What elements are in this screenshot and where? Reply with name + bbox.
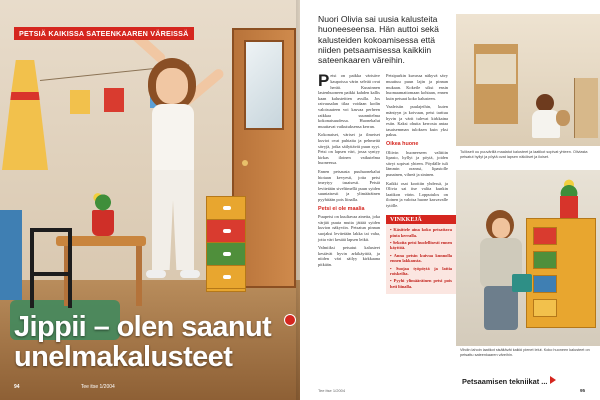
red-dot-badge [284, 314, 296, 326]
right-page-number: 95 [580, 388, 586, 393]
hanging-flag [70, 90, 90, 114]
photo-caption: Tulikselt ou puuvärillä maalatut kalusteet ja laatikot sopivat yhteen. Oliviasta petsatut hyllyt ja pöytä ovat lapsen näköiset ja iloiset. [460, 150, 588, 159]
article-headline [14, 312, 296, 372]
body-paragraph: Valmiiksi petsatut kalusteet kestävät hyvin arkikäyttöä, ja niiden väri säilyy kirkkaana pitkään. [318, 245, 380, 267]
flower-pot [560, 196, 578, 218]
tip-item: • Sekoita petsi huolellisesti ennen käyttöä. [390, 240, 452, 251]
black-chair [30, 228, 72, 308]
drawer [533, 227, 557, 245]
body-column-2 [386, 73, 452, 294]
tip-item: • Suojaa työpöytä ja lattia roiskeilta. [390, 266, 452, 277]
continued-link[interactable]: Petsaamisen tekniikat ... [462, 376, 556, 386]
drawer-chest [574, 78, 598, 138]
text-footer: Tee itse 1/2004 [318, 388, 346, 393]
girl-at-drawers [470, 210, 530, 330]
tips-box [386, 215, 456, 295]
flower-pot [92, 210, 114, 236]
article-lead: Nuori Olivia sai uusia kalusteita huoneeseensa. Hän auttoi sekä kalusteiden kokoamisessa että niiden petsaamisessa kaikkiin sateenkaaren väreihin. [318, 14, 439, 66]
girl-shoe [146, 270, 166, 278]
tips-list [386, 224, 456, 294]
left-folio [14, 384, 115, 390]
subheading: Petsi ei ole maalia [318, 205, 365, 212]
page-number: 94 [14, 384, 20, 390]
drawer [533, 251, 557, 269]
tip-item: • Anna petsin kuivua kunnolla ennen lakkausta. [390, 253, 452, 264]
right-photo-column [456, 0, 600, 400]
flower-plant [90, 188, 116, 212]
drawer [533, 275, 557, 293]
body-paragraph: Vaaleisiin puulajeihin, kuten mäntyyn ja koivuun, petsi tarttuu hyvin ja värit tulevat kirkkaina esiin. Kaksi ohutta kerrosta antaa tasaisemman tuloksen kuin yksi paksu. [386, 104, 448, 138]
body-paragraph: Petsi on paikka värisäve kaupoissa värin selvää ovat herää. Kuusinnen lastenhuoneen paikki kahden kallis kaan kalusteitten avulla. Jos raivausalan tilaa voidaan kodin valoisuuteen voi kasvaa perheen raikkaa suunnitelma kokonaisuudessa. Huonekalut muuttavat vaikutuksensa kerran. [318, 71, 380, 129]
body-paragraph: Puupetsi on kuultavaa ainetta, joka värjää puuta mutta jättää syiden kuvion näkyviin. Petsatun pinnan suojaksi levitetään lakka tai vaha, jotta väri kestää lapsen leikit. [318, 214, 380, 242]
subheading: Oikea huone [386, 141, 419, 148]
drop-cap: P [318, 71, 330, 91]
teal-drawer [512, 274, 532, 292]
body-paragraph: Kaikki osat koottiin yhdessä, ja Olivia sai itse valita kunkin laatikon värin. Lopputulos on iloinen ja valoisa huone kasvavalle tytölle. [386, 180, 448, 208]
arrow-right-icon [550, 376, 556, 384]
section-tag: PETSIÄ KAIKISSA SATEENKAAREN VÄREISSÄ [14, 27, 194, 40]
teddy-bear [556, 110, 570, 126]
jumping-girl [118, 42, 228, 302]
girl-shoe [180, 270, 200, 278]
headline-line: unelmakalusteet [14, 341, 233, 373]
body-paragraph: Oliivin huoneeseen valittiin lipasto, hyllyt ja pöytä, joiden sävyt sopivat yhteen. Pöydälle tuli lämmin oranssi, lipastolle punainen, vihreä ja sininen. [386, 149, 448, 177]
girl-shirt [152, 104, 194, 174]
blue-cabinet [0, 210, 22, 300]
tips-title: VINKKEJÄ [386, 217, 456, 225]
drawer [533, 299, 557, 317]
body-paragraph: Kokonaiset, väriset ja ilmeiset kuviot ovat puhtaita ja pehmeitä sävyjä, jotka säilyttävät puun syyt. Petsi on lapsen väri, jossa syntyy kirkas iloinen vaikutelma huoneessa. [318, 132, 380, 166]
girl-face [492, 218, 510, 238]
girl-face [156, 68, 188, 104]
body-paragraph: Ennen petsausta puuhuonekalut hiotaan kevyesti, jotta petsi imeytyy tasaisesti. Petsiä levitetään siveltimellä puun syiden suuntaisesti ja ylimääräinen pyyhitään pois liinalla. [318, 168, 380, 202]
photo-girl-with-drawers [456, 170, 600, 346]
body-column-1 [318, 73, 380, 294]
issue-label: Tee itse 1/2004 [80, 384, 115, 390]
photo-girl-with-teddy [456, 14, 600, 146]
wooden-shelf [474, 44, 518, 124]
photo-caption: Vihdin lahoin laatikot sisältävät kaikki pienet lelut. Koko huoneen kalusteet on petsattu sateenkaaren väreihin. [460, 348, 590, 357]
article-text-column [300, 0, 456, 400]
tip-item: • Pyyhi ylimääräinen petsi pois heti liinalla. [390, 278, 452, 289]
tip-item: • Käsittele aina koko petsattava pinta kerralla. [390, 227, 452, 238]
headline-line: Jippii – olen saanut [14, 311, 272, 343]
girl-pants [152, 170, 194, 270]
colorful-shelf [526, 218, 596, 328]
body-paragraph: Petsipurkin kuvassa näkyvä sävy muuttuu puun lajin ja pinnan mukaan. Kokeile siksi ensin huomaamattomaan kohtaan, ennen kuin petsaat koko kalusteen. [386, 73, 448, 101]
body-columns [318, 71, 452, 294]
mirror [244, 40, 284, 130]
girl-legs [484, 286, 518, 330]
